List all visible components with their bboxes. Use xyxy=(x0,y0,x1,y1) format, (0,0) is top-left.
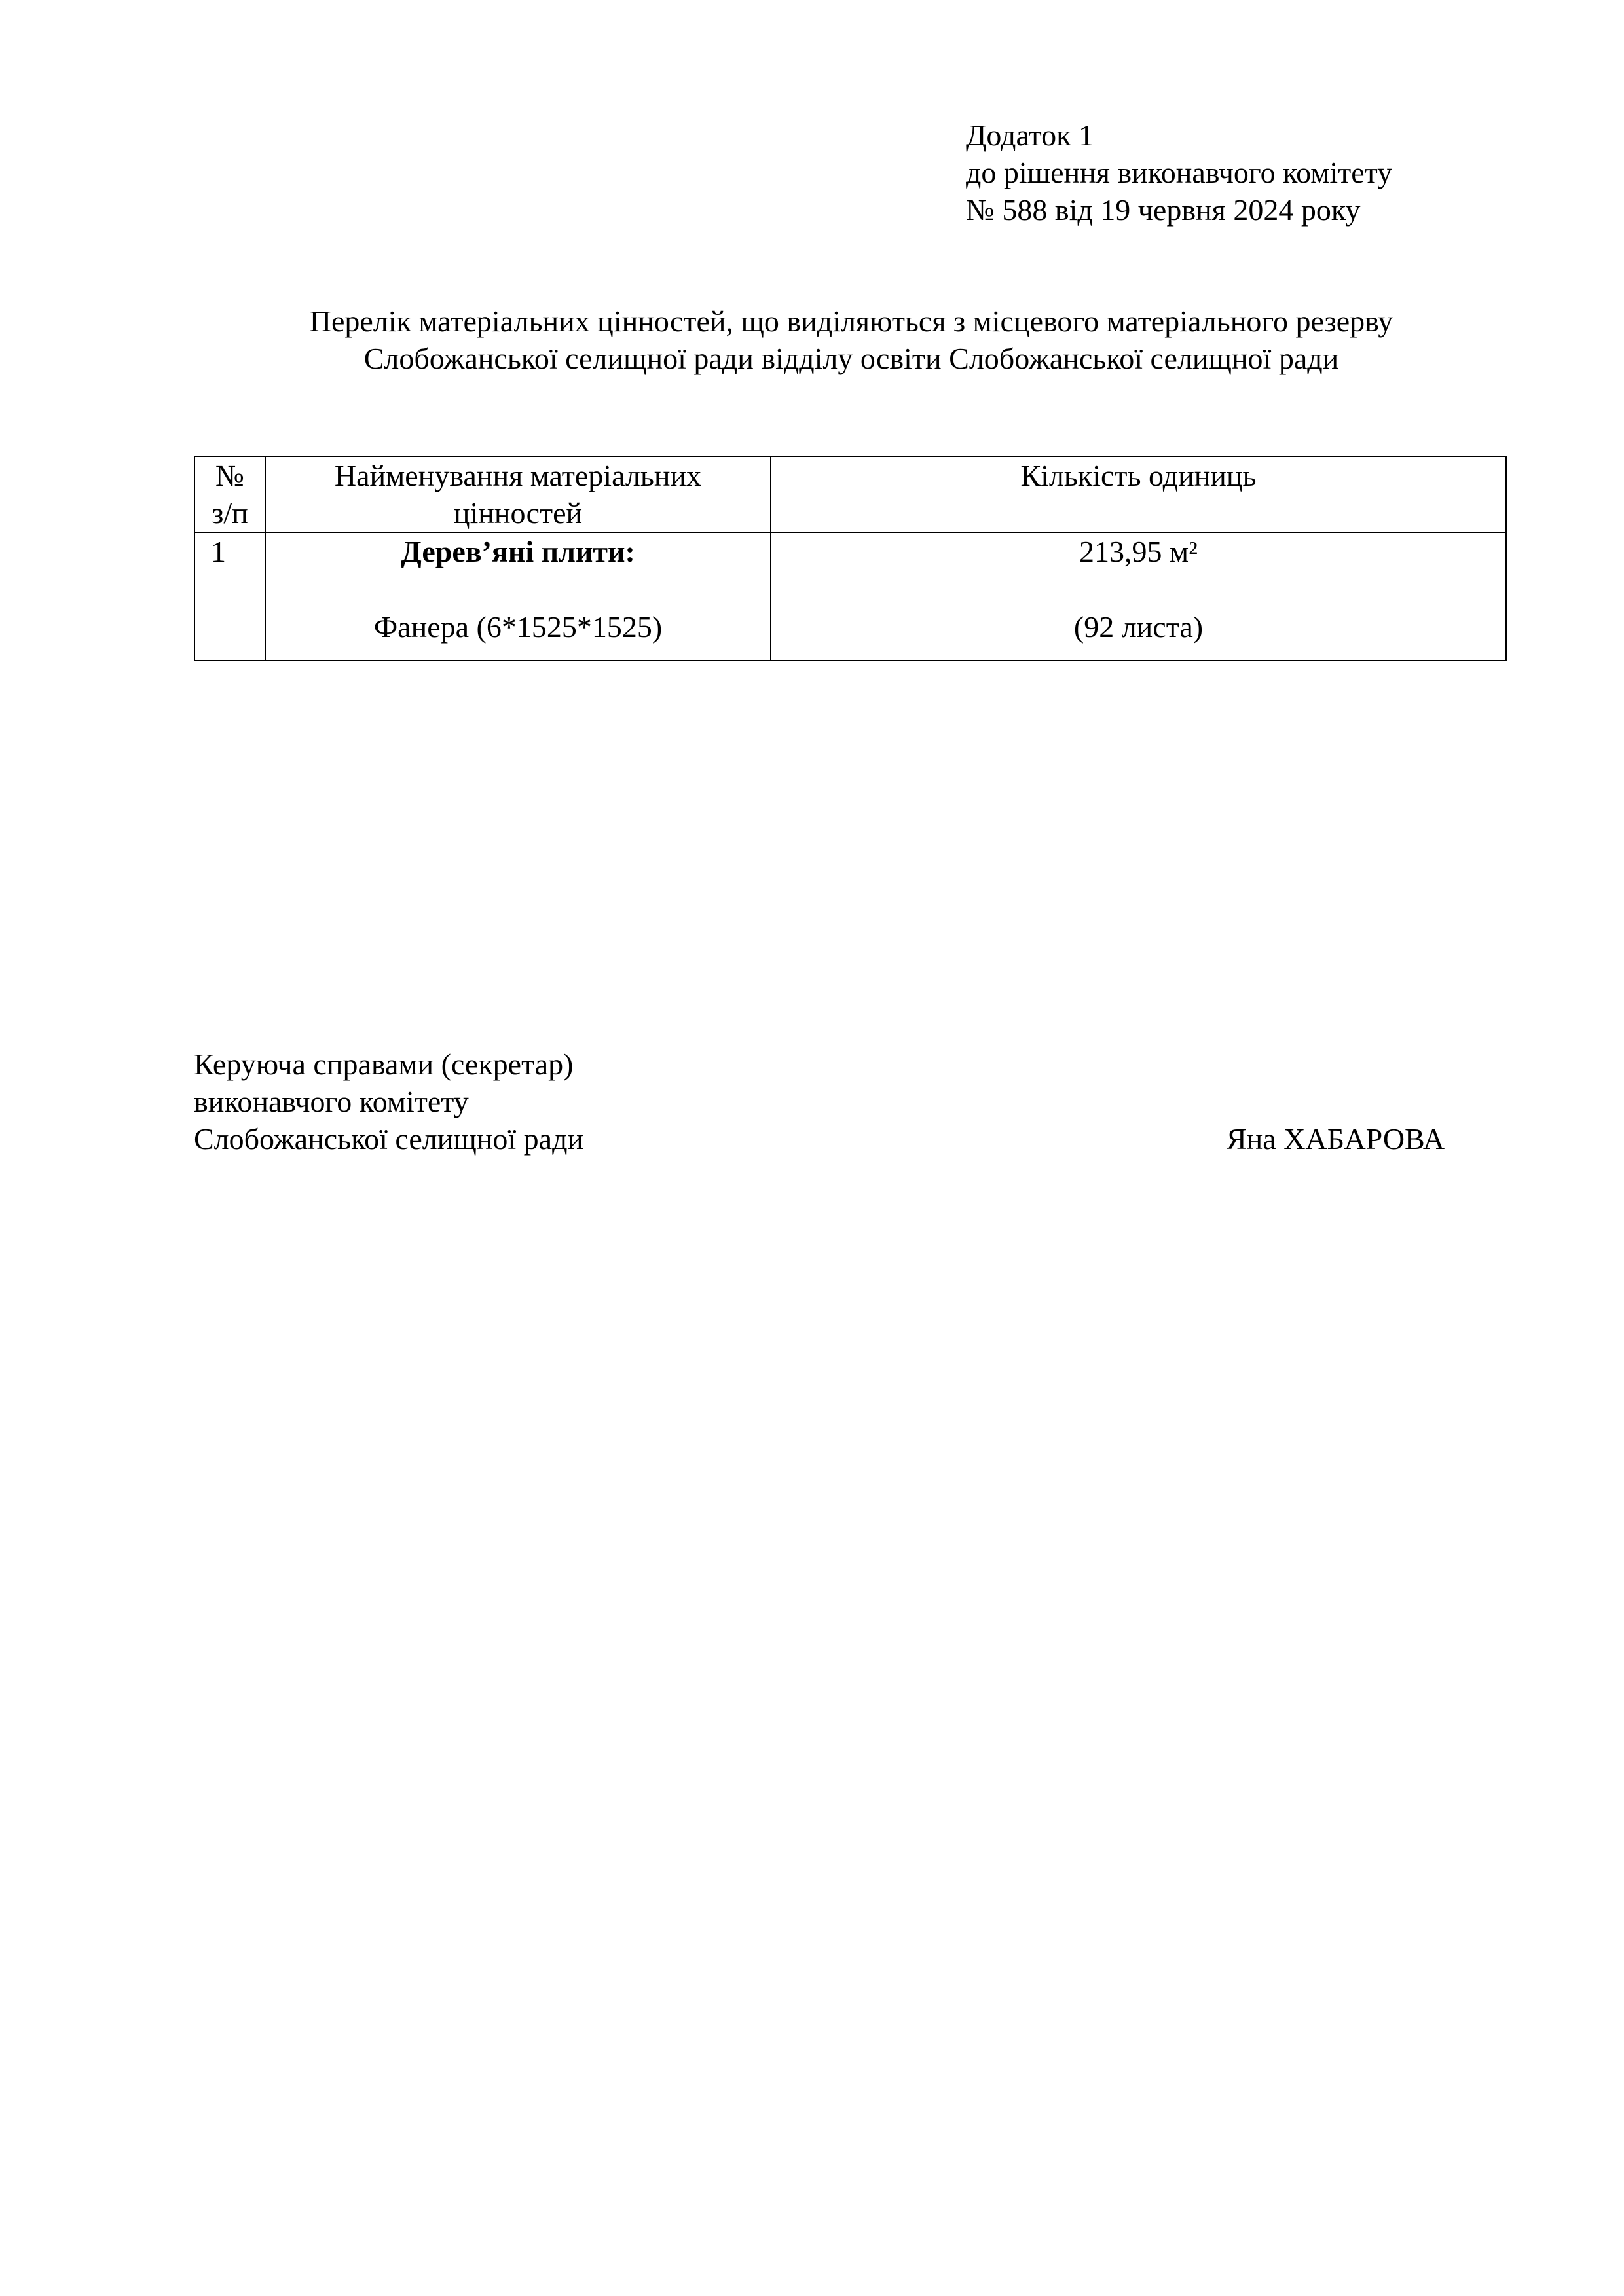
header-number-cell xyxy=(194,456,265,532)
signer-name: Яна ХАБАРОВА xyxy=(1227,1122,1445,1156)
row-quantity-sheets: (92 листа) xyxy=(1073,610,1204,644)
signature-block xyxy=(194,1046,914,1157)
appendix-decision-ref: до рішення виконавчого комітету xyxy=(966,156,1393,189)
document-title-line-2: Слобожанської селищної ради відділу освіти Слобожанської селищної ради xyxy=(363,342,1339,375)
row-spacer xyxy=(266,570,770,608)
signer-position-line-2: виконавчого комітету xyxy=(194,1085,469,1118)
row-name-cell xyxy=(265,532,771,661)
materials-table xyxy=(194,456,1507,661)
row-quantity-cell xyxy=(771,532,1506,661)
header-quantity-cell xyxy=(771,456,1506,532)
header-name-cell xyxy=(265,456,771,532)
header-number-symbol: № xyxy=(215,459,244,492)
document-title-line-1: Перелік матеріальних цінностей, що виділяються з місцевого матеріального резерву xyxy=(309,304,1393,338)
row-category: Дерев’яні плити: xyxy=(401,535,635,568)
signer-position-line-3: Слобожанської селищної ради xyxy=(194,1122,584,1156)
header-number-abbrev: з/п xyxy=(212,496,248,530)
table-row xyxy=(194,532,1506,661)
row-spacer xyxy=(771,570,1505,608)
row-quantity-area: 213,95 м² xyxy=(1079,535,1198,568)
appendix-decision-date: № 588 від 19 червня 2024 року xyxy=(966,193,1361,227)
header-name-line-2: цінностей xyxy=(453,496,583,530)
signer-position-line-1: Керуюча справами (секретар) xyxy=(194,1048,574,1081)
document-title xyxy=(131,302,1572,377)
appendix-number: Додаток 1 xyxy=(966,118,1094,152)
row-number: 1 xyxy=(211,535,226,568)
row-item-name: Фанера (6*1525*1525) xyxy=(373,610,663,644)
table-header-row xyxy=(194,456,1506,532)
header-name-line-1: Найменування матеріальних xyxy=(334,459,702,492)
appendix-reference xyxy=(966,117,1555,228)
row-number-cell xyxy=(194,532,265,661)
header-quantity-label: Кількість одиниць xyxy=(1020,459,1257,492)
